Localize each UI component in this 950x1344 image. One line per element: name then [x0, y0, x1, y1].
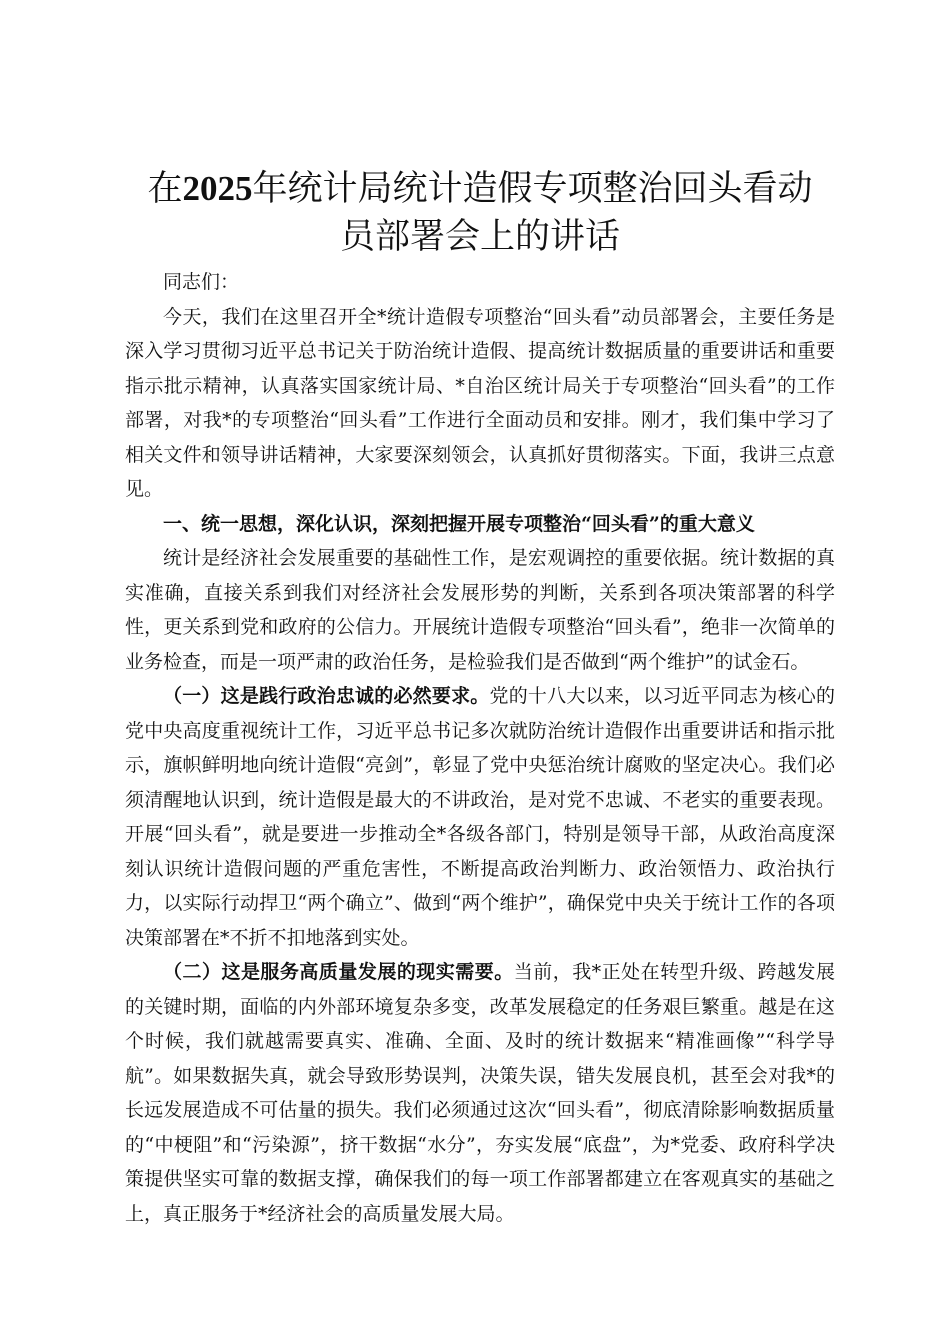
title-line2: 员部署会上的讲话	[339, 217, 620, 257]
document-page	[125, 0, 835, 1231]
salutation: 同志们：	[163, 271, 240, 293]
document-title	[125, 165, 835, 261]
point-1-paragraph	[125, 679, 835, 955]
point-2-paragraph	[125, 955, 835, 1231]
intro-paragraph: 今天，我们在这里召开全*统计造假专项整治“回头看”动员部署会，主要任务是深入学习贯彻习近平总书记关于防治统计造假、提高统计数据质量的重要讲话和重要指示批示精神，认真落实国家统计局、*自治区统计局关于专项整治“回头看”的工作部署，对我*的专项整治“回头看”工作进行全面动员和安排。刚才，我们集中学习了相关文件和领导讲话精神，大家要深刻领会，认真抓好贯彻落实。下面，我讲三点意见。	[125, 305, 835, 500]
point-2-body: 当前，我*正处在转型升级、跨越发展的关键时期，面临的内外部环境复杂多变，改革发展稳定的任务艰巨繁重。越是在这个时候，我们就越需要真实、准确、全面、及时的统计数据来“精准画像”“科学导航”。如果数据失真，就会导致形势误判，决策失误，错失发展良机，甚至会对我*的长远发展造成不可估量的损失。我们必须通过这次“回头看”，彻底清除影响数据质量的“中梗阻”和“污染源”，挤干数据“水分”，夯实发展“底盘”，为*党委、政府科学决策提供坚实可靠的数据支撑，确保我们的每一项工作部署都建立在客观真实的基础之上，真正服务于*经济社会的高质量发展大局。	[125, 961, 835, 1225]
section-1-heading: 一、统一思想，深化认识，深刻把握开展专项整治“回头看”的重大意义	[163, 512, 755, 535]
document-body	[125, 265, 835, 1231]
section-1-intro-paragraph: 统计是经济社会发展重要的基础性工作，是宏观调控的重要依据。统计数据的真实准确，直接关系到我们对经济社会发展形势的判断，关系到各项决策部署的科学性，更关系到党和政府的公信力。开展统计造假专项整治“回头看”，绝非一次简单的业务检查，而是一项严肃的政治任务，是检验我们是否做到“两个维护”的试金石。	[125, 547, 835, 673]
title-prefix: 在	[147, 169, 183, 209]
point-2-lead: （二）这是服务高质量发展的现实需要。	[163, 961, 514, 983]
point-1-lead: （一）这是践行政治忠诚的必然要求。	[163, 685, 490, 707]
title-line1-rest: 年统计局统计造假专项整治回头看动	[252, 169, 813, 209]
title-year: 2025	[182, 169, 253, 208]
point-1-body: 党的十八大以来，以习近平同志为核心的党中央高度重视统计工作，习近平总书记多次就防治统计造假作出重要讲话和指示批示，旗帜鲜明地向统计造假“亮剑”，彰显了党中央惩治统计腐败的坚定决心。我们必须清醒地认识到，统计造假是最大的不讲政治，是对党不忠诚、不老实的重要表现。开展“回头看”，就是要进一步推动全*各级各部门，特别是领导干部，从政治高度深刻认识统计造假问题的严重危害性，不断提高政治判断力、政治领悟力、政治执行力，以实际行动捍卫“两个确立”、做到“两个维护”，确保党中央关于统计工作的各项决策部署在*不折不扣地落到实处。	[125, 685, 835, 949]
